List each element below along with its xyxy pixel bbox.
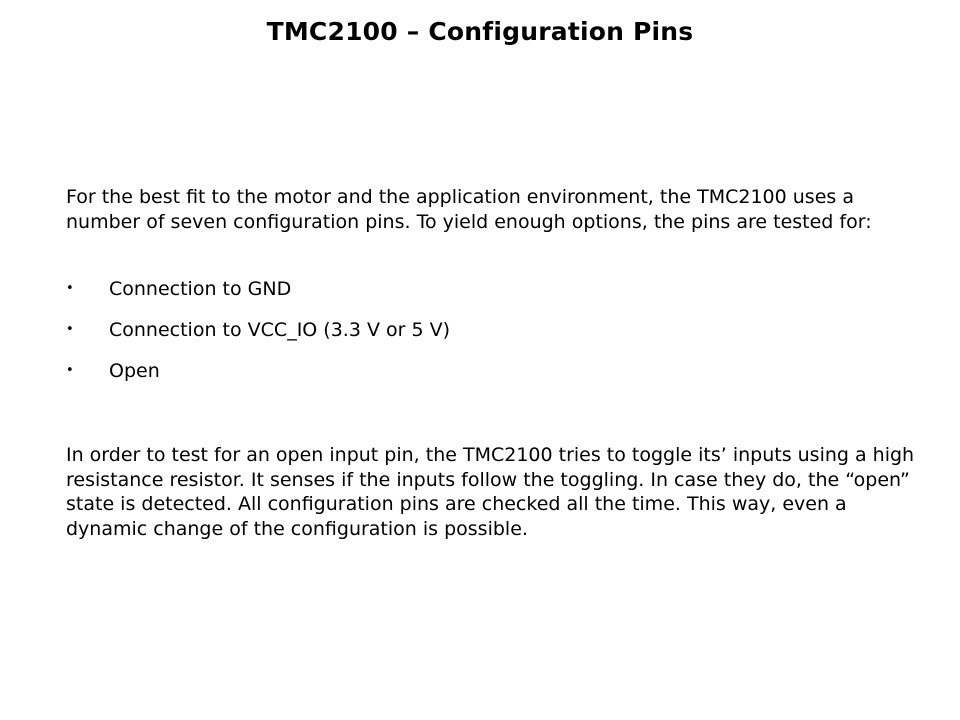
bullet-item-vcc-io (66, 318, 916, 342)
bullet-item-gnd (66, 277, 916, 301)
slide-title: TMC2100 – Configuration Pins (266, 17, 694, 46)
bullet-text: Connection to GND (109, 278, 292, 300)
outro-paragraph: In order to test for an open input pin, the TMC2100 tries to toggle its’ inputs using a high resistance resistor. It senses if the inputs follow the toggling. In case they do, the “open” state is detected. All configuration pins are checked all the time. This way, even a dynamic change of the configuration is possible. (66, 444, 915, 540)
bullet-marker: • (66, 322, 74, 337)
bullet-marker: • (66, 363, 74, 378)
bullet-item-open (66, 359, 916, 383)
bullet-list (66, 277, 916, 400)
bullet-text: Open (109, 360, 160, 382)
intro-paragraph: For the best fit to the motor and the application environment, the TMC2100 uses a number of seven configuration pins. To yield enough options, the pins are tested for: (66, 186, 872, 233)
bullet-marker: • (66, 281, 74, 296)
bullet-text: Connection to VCC_IO (3.3 V or 5 V) (109, 319, 451, 341)
